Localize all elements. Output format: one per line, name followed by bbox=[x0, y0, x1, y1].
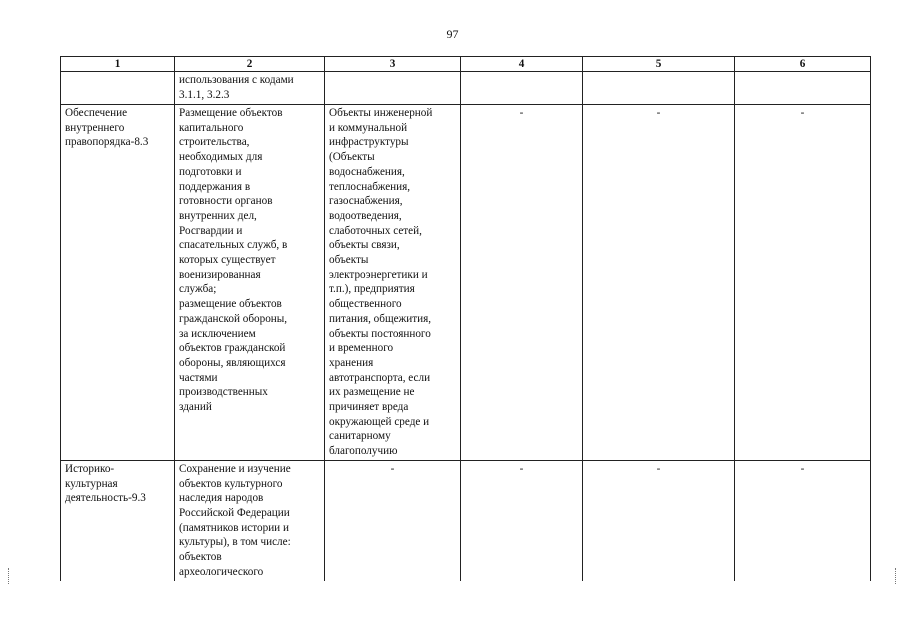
column-header-4: 4 bbox=[461, 57, 583, 72]
page-number: 97 bbox=[446, 27, 459, 41]
table-row bbox=[61, 72, 871, 105]
table-row bbox=[61, 105, 871, 461]
auxiliary-use-cell: - bbox=[325, 460, 461, 580]
column-4-cell bbox=[461, 72, 583, 105]
auxiliary-use-cell: Объекты инженерной и коммунальной инфраструктуры (Объекты водоснабжения, теплоснабжения, газоснабжения, водоотведения, слаботочных сетей, объекты связи, объекты электроэнергетики и т.п.), предприятия общественного питания, общежития, объекты постоянного и временного хранения автотранспорта, если их размещение не причиняет вреда окружающей среде и санитарному благополучию bbox=[325, 105, 461, 461]
column-6-cell: - bbox=[735, 105, 871, 461]
use-description-cell: Размещение объектов капитального строительства, необходимых для подготовки и поддержания в готовности органов внутренних дел, Росгвардии и спасательных служб, в которых существует военизированная служба; размещение объектов гражданской обороны, за исключением объектов гражданской обороны, являющихся частями производственных зданий bbox=[175, 105, 325, 461]
column-header-3: 3 bbox=[325, 57, 461, 72]
column-header-2: 2 bbox=[175, 57, 325, 72]
use-description-cell: использования с кодами 3.1.1, 3.2.3 bbox=[175, 72, 325, 105]
use-description-cell: Сохранение и изучение объектов культурного наследия народов Российской Федерации (памятников истории и культуры), в том числе: объектов археологического bbox=[175, 460, 325, 580]
column-4-cell: - bbox=[461, 105, 583, 461]
use-type-cell: Обеспечение внутреннего правопорядка-8.3 bbox=[61, 105, 175, 461]
auxiliary-use-cell bbox=[325, 72, 461, 105]
column-header-1: 1 bbox=[61, 57, 175, 72]
column-header-6: 6 bbox=[735, 57, 871, 72]
use-type-cell bbox=[61, 72, 175, 105]
permitted-use-table bbox=[60, 56, 871, 581]
column-4-cell: - bbox=[461, 460, 583, 580]
table-header-row bbox=[61, 57, 871, 72]
column-header-5: 5 bbox=[583, 57, 735, 72]
table-row bbox=[61, 460, 871, 580]
column-5-cell: - bbox=[583, 460, 735, 580]
scan-edge-mark-right bbox=[895, 568, 899, 584]
column-5-cell: - bbox=[583, 105, 735, 461]
column-6-cell: - bbox=[735, 460, 871, 580]
use-type-cell: Историко- культурная деятельность-9.3 bbox=[61, 460, 175, 580]
column-6-cell bbox=[735, 72, 871, 105]
scan-edge-mark-left bbox=[8, 568, 12, 584]
column-5-cell bbox=[583, 72, 735, 105]
